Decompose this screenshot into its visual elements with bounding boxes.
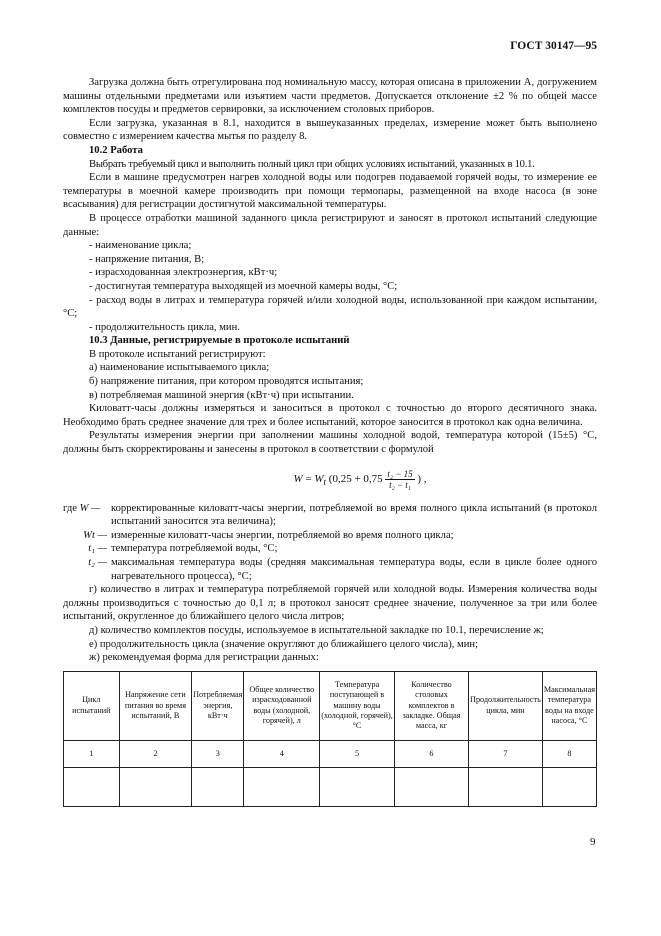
table-header-cell: Потребляемая энергия, кВт·ч xyxy=(192,671,244,740)
definition-text: максимальная температура воды (средняя максимальная температура воды, если в цикле более одного нагревательного процесса), °С; xyxy=(111,557,597,582)
list-item: а) наименование испытываемого цикла; xyxy=(89,362,270,374)
paragraph: д) количество комплектов посуды, используемое в испытательной закладке по 10.1, перечисление ж; xyxy=(89,624,544,636)
table-cell xyxy=(394,767,468,806)
page-number: 9 xyxy=(590,836,596,848)
definition-symbol: t₂ — xyxy=(88,557,107,568)
list-item: - напряжение питания, В; xyxy=(89,253,205,265)
formula-equals: = xyxy=(305,472,312,485)
paragraph: Результаты измерения энергии при заполнении машины холодной водой, температура которой (15±5) °С, должны быть скорректированы и занесены в протокол в соответствии с формулой xyxy=(63,430,597,456)
list-item: - израсходованная электроэнергия, кВт·ч; xyxy=(89,267,278,279)
list-item: - расход воды в литрах и температура горячей и/или холодной воды, использованной при каждом испытании, °С; xyxy=(63,294,597,320)
definition-row xyxy=(63,529,597,543)
formula-mid: (0,25 + 0,75 xyxy=(328,472,383,485)
table-cell: 7 xyxy=(469,740,543,767)
page-content xyxy=(63,76,597,807)
list-item: - наименование цикла; xyxy=(89,240,192,252)
paragraph: е) продолжительность цикла (значение округляют до ближайшего целого числа), мин; xyxy=(89,638,479,650)
table-cell xyxy=(320,767,395,806)
definition-text: корректированные киловатт-часы энергии, потребляемой во время полного цикла испытаний (в протокол испытаний заносится эта величина); xyxy=(111,502,597,528)
formula-tail: ) , xyxy=(417,472,427,485)
definition-symbol xyxy=(63,502,111,529)
formula-fraction xyxy=(385,469,414,490)
energy-correction-formula xyxy=(123,469,597,490)
paragraph: Если загрузка, указанная в 8.1, находится в вышеуказанных пределах, измерение может быть выполнено совместно с измерением качества мытья по разделу 8. xyxy=(63,117,597,143)
table-header-cell: Цикл испытаний xyxy=(64,671,120,740)
paragraph: В процессе отработки машиной заданного цикла регистрируют и заносят в протокол испытаний следующие данные: xyxy=(63,212,597,238)
table-cell xyxy=(469,767,543,806)
formula-denominator: t₂ − t₁ xyxy=(389,479,411,490)
list-item: в) потребляемая машиной энергия (кВт·ч) при испытании. xyxy=(89,389,354,401)
formula-lhs: W xyxy=(293,472,303,485)
document-code: ГОСТ 30147—95 xyxy=(510,40,597,52)
table-cell: 2 xyxy=(119,740,192,767)
paragraph: Загрузка должна быть отрегулирована под номинальную массу, которая описана в приложении А, догружением машины отдельными предметами или изъятием части предметов. Допускается отклонение ±2 % по общей массе комплектов посуды и предметов сервировки, за исключением столовых приборов. xyxy=(63,77,597,116)
table-cell xyxy=(119,767,192,806)
table-cell: 8 xyxy=(542,740,596,767)
paragraph: В протоколе испытаний регистрируют: xyxy=(89,348,266,360)
list-item: - продолжительность цикла, мин. xyxy=(89,321,240,333)
definition-symbol: Wt — xyxy=(83,529,107,541)
definition-row xyxy=(63,556,597,583)
table-cell: 3 xyxy=(192,740,244,767)
table-cell: 4 xyxy=(244,740,320,767)
formula-numerator: t₂ − 15 xyxy=(387,468,413,479)
list-item: - достигнутая температура выходящей из моечной камеры воды, °С; xyxy=(89,280,398,292)
paragraph: Выбрать требуемый цикл и выполнить полный цикл при общих условиях испытаний, указанных в 10.1. xyxy=(89,158,535,170)
table-header-cell: Количество столовых комплектов в закладке. Общая масса, кг xyxy=(394,671,468,740)
paragraph: г) количество в литрах и температура потребляемой горячей или холодной воды. Измерения количества воды должны производиться с точностью до 0,1 л; в протокол заносят среднее значение, полученное за три или более испытаний, округленное до ближайшего целого числа литров; xyxy=(63,584,597,623)
paragraph: Если в машине предусмотрен нагрев холодной воды или подогрев подаваемой горячей воды, то измерение ее температуры в моечной камере производить при помощи термопары, размещенной на входе насоса (в зоне всасывания) для регистрации достигнутой максимальной температуры. xyxy=(63,172,597,211)
paragraph: ж) рекомендуемая форма для регистрации данных: xyxy=(89,652,319,664)
table-cell xyxy=(64,767,120,806)
registration-form-table xyxy=(63,671,597,807)
formula-definitions xyxy=(63,502,597,584)
table-cell xyxy=(244,767,320,806)
definitions-intro: где xyxy=(63,502,77,514)
formula-wt: W xyxy=(314,472,324,485)
table-cell: 5 xyxy=(320,740,395,767)
formula-wt-subscript: t xyxy=(323,476,327,487)
table-empty-row xyxy=(64,767,597,806)
section-heading-10-3: 10.3 Данные, регистрируемые в протоколе испытаний xyxy=(89,335,350,347)
section-heading-10-2: 10.2 Работа xyxy=(89,144,143,156)
table-header-cell: Напряжение сети питания во время испытаний, В xyxy=(119,671,192,740)
list-item: б) напряжение питания, при котором проводятся испытания; xyxy=(89,376,364,388)
table-header-cell: Температура поступающей в машину воды (холодной, горячей), °С xyxy=(320,671,395,740)
table-cell: 6 xyxy=(394,740,468,767)
table-cell xyxy=(192,767,244,806)
definition-row xyxy=(63,542,597,556)
table-header-cell: Максимальная температура воды на входе насоса, °С xyxy=(542,671,596,740)
table-cell xyxy=(542,767,596,806)
definition-symbol: t₁ — xyxy=(88,543,107,555)
definition-row xyxy=(63,502,597,529)
table-header-cell: Общее количество израсходованной воды (холодной, горячей), л xyxy=(244,671,320,740)
table-header-row xyxy=(64,671,597,740)
paragraph: Киловатт-часы должны измеряться и заноситься в протокол с точностью до второго десятичного знака. Необходимо брать среднее значение для трех и более испытаний, которое заносится в протокол как одна величина. xyxy=(63,403,597,428)
definition-symbol-text: W — xyxy=(79,502,101,514)
table-number-row xyxy=(64,740,597,767)
definition-text: измеренные киловатт-часы энергии, потребляемой во время полного цикла; xyxy=(111,529,454,541)
definition-text: температура потребляемой воды, °С; xyxy=(111,543,278,555)
table-cell: 1 xyxy=(64,740,120,767)
table-header-cell: Продолжительность цикла, мин xyxy=(469,671,543,740)
